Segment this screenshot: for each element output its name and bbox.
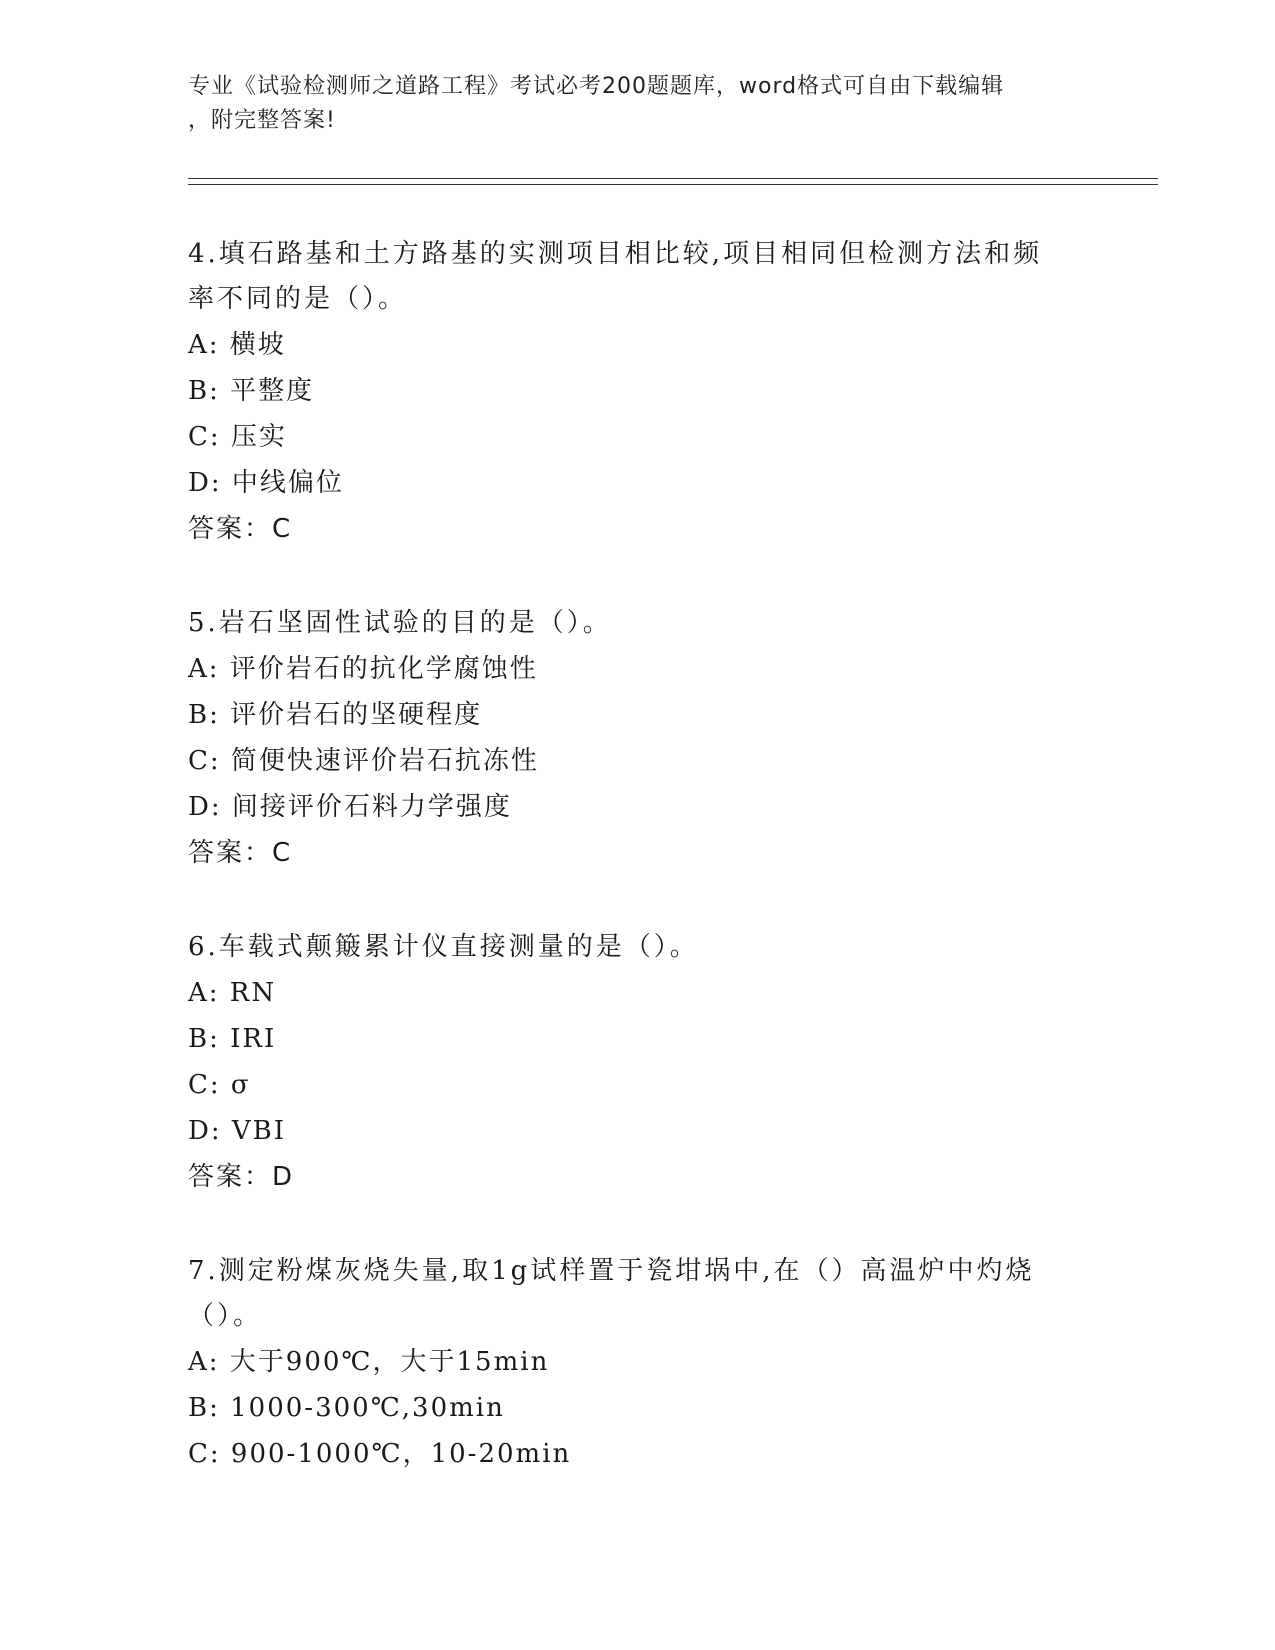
option-a: A: RN [188,978,277,1008]
option-c: C: 简便快速评价岩石抗冻性 [188,746,539,776]
document-header [188,70,1068,138]
answer-line: 答案：C [188,838,293,868]
question-6 [188,925,1158,1200]
option-b: B: IRI [188,1024,277,1054]
header-title-line-1: 专业《试验检测师之道路工程》考试必考200题题库，word格式可自由下载编辑 [188,74,1005,99]
option-a: A: 横坡 [188,330,286,360]
question-stem: 5.岩石坚固性试验的目的是（）。 [188,608,612,638]
question-stem: 6.车载式颠簸累计仪直接测量的是（）。 [188,932,699,962]
option-a: A: 大于900℃，大于15min [188,1347,550,1377]
question-4 [188,232,1158,552]
option-d: D: 间接评价石料力学强度 [188,792,512,822]
header-double-rule [188,178,1158,185]
question-7 [188,1249,1158,1477]
option-b: B: 1000-300℃,30min [188,1393,505,1423]
question-list [188,232,1158,1526]
question-stem: 4.填石路基和土方路基的实测项目相比较,项目相同但检测方法和频率不同的是（）。 [188,239,1043,314]
option-b: B: 平整度 [188,376,315,406]
answer-line: 答案：D [188,1162,295,1192]
option-d: D: VBI [188,1116,287,1146]
option-c: C: 900-1000℃，10-20min [188,1439,572,1469]
option-a: A: 评价岩石的抗化学腐蚀性 [188,654,538,684]
option-c: C: 压实 [188,422,287,452]
option-d: D: 中线偏位 [188,468,344,498]
option-b: B: 评价岩石的坚硬程度 [188,700,483,730]
answer-line: 答案：C [188,514,293,544]
question-stem: 7.测定粉煤灰烧失量,取1g试样置于瓷坩埚中,在（）高温炉中灼烧（）。 [188,1256,1035,1331]
option-c: C: σ [188,1070,251,1100]
question-5 [188,601,1158,876]
header-title-line-2: ，附完整答案! [188,108,336,133]
